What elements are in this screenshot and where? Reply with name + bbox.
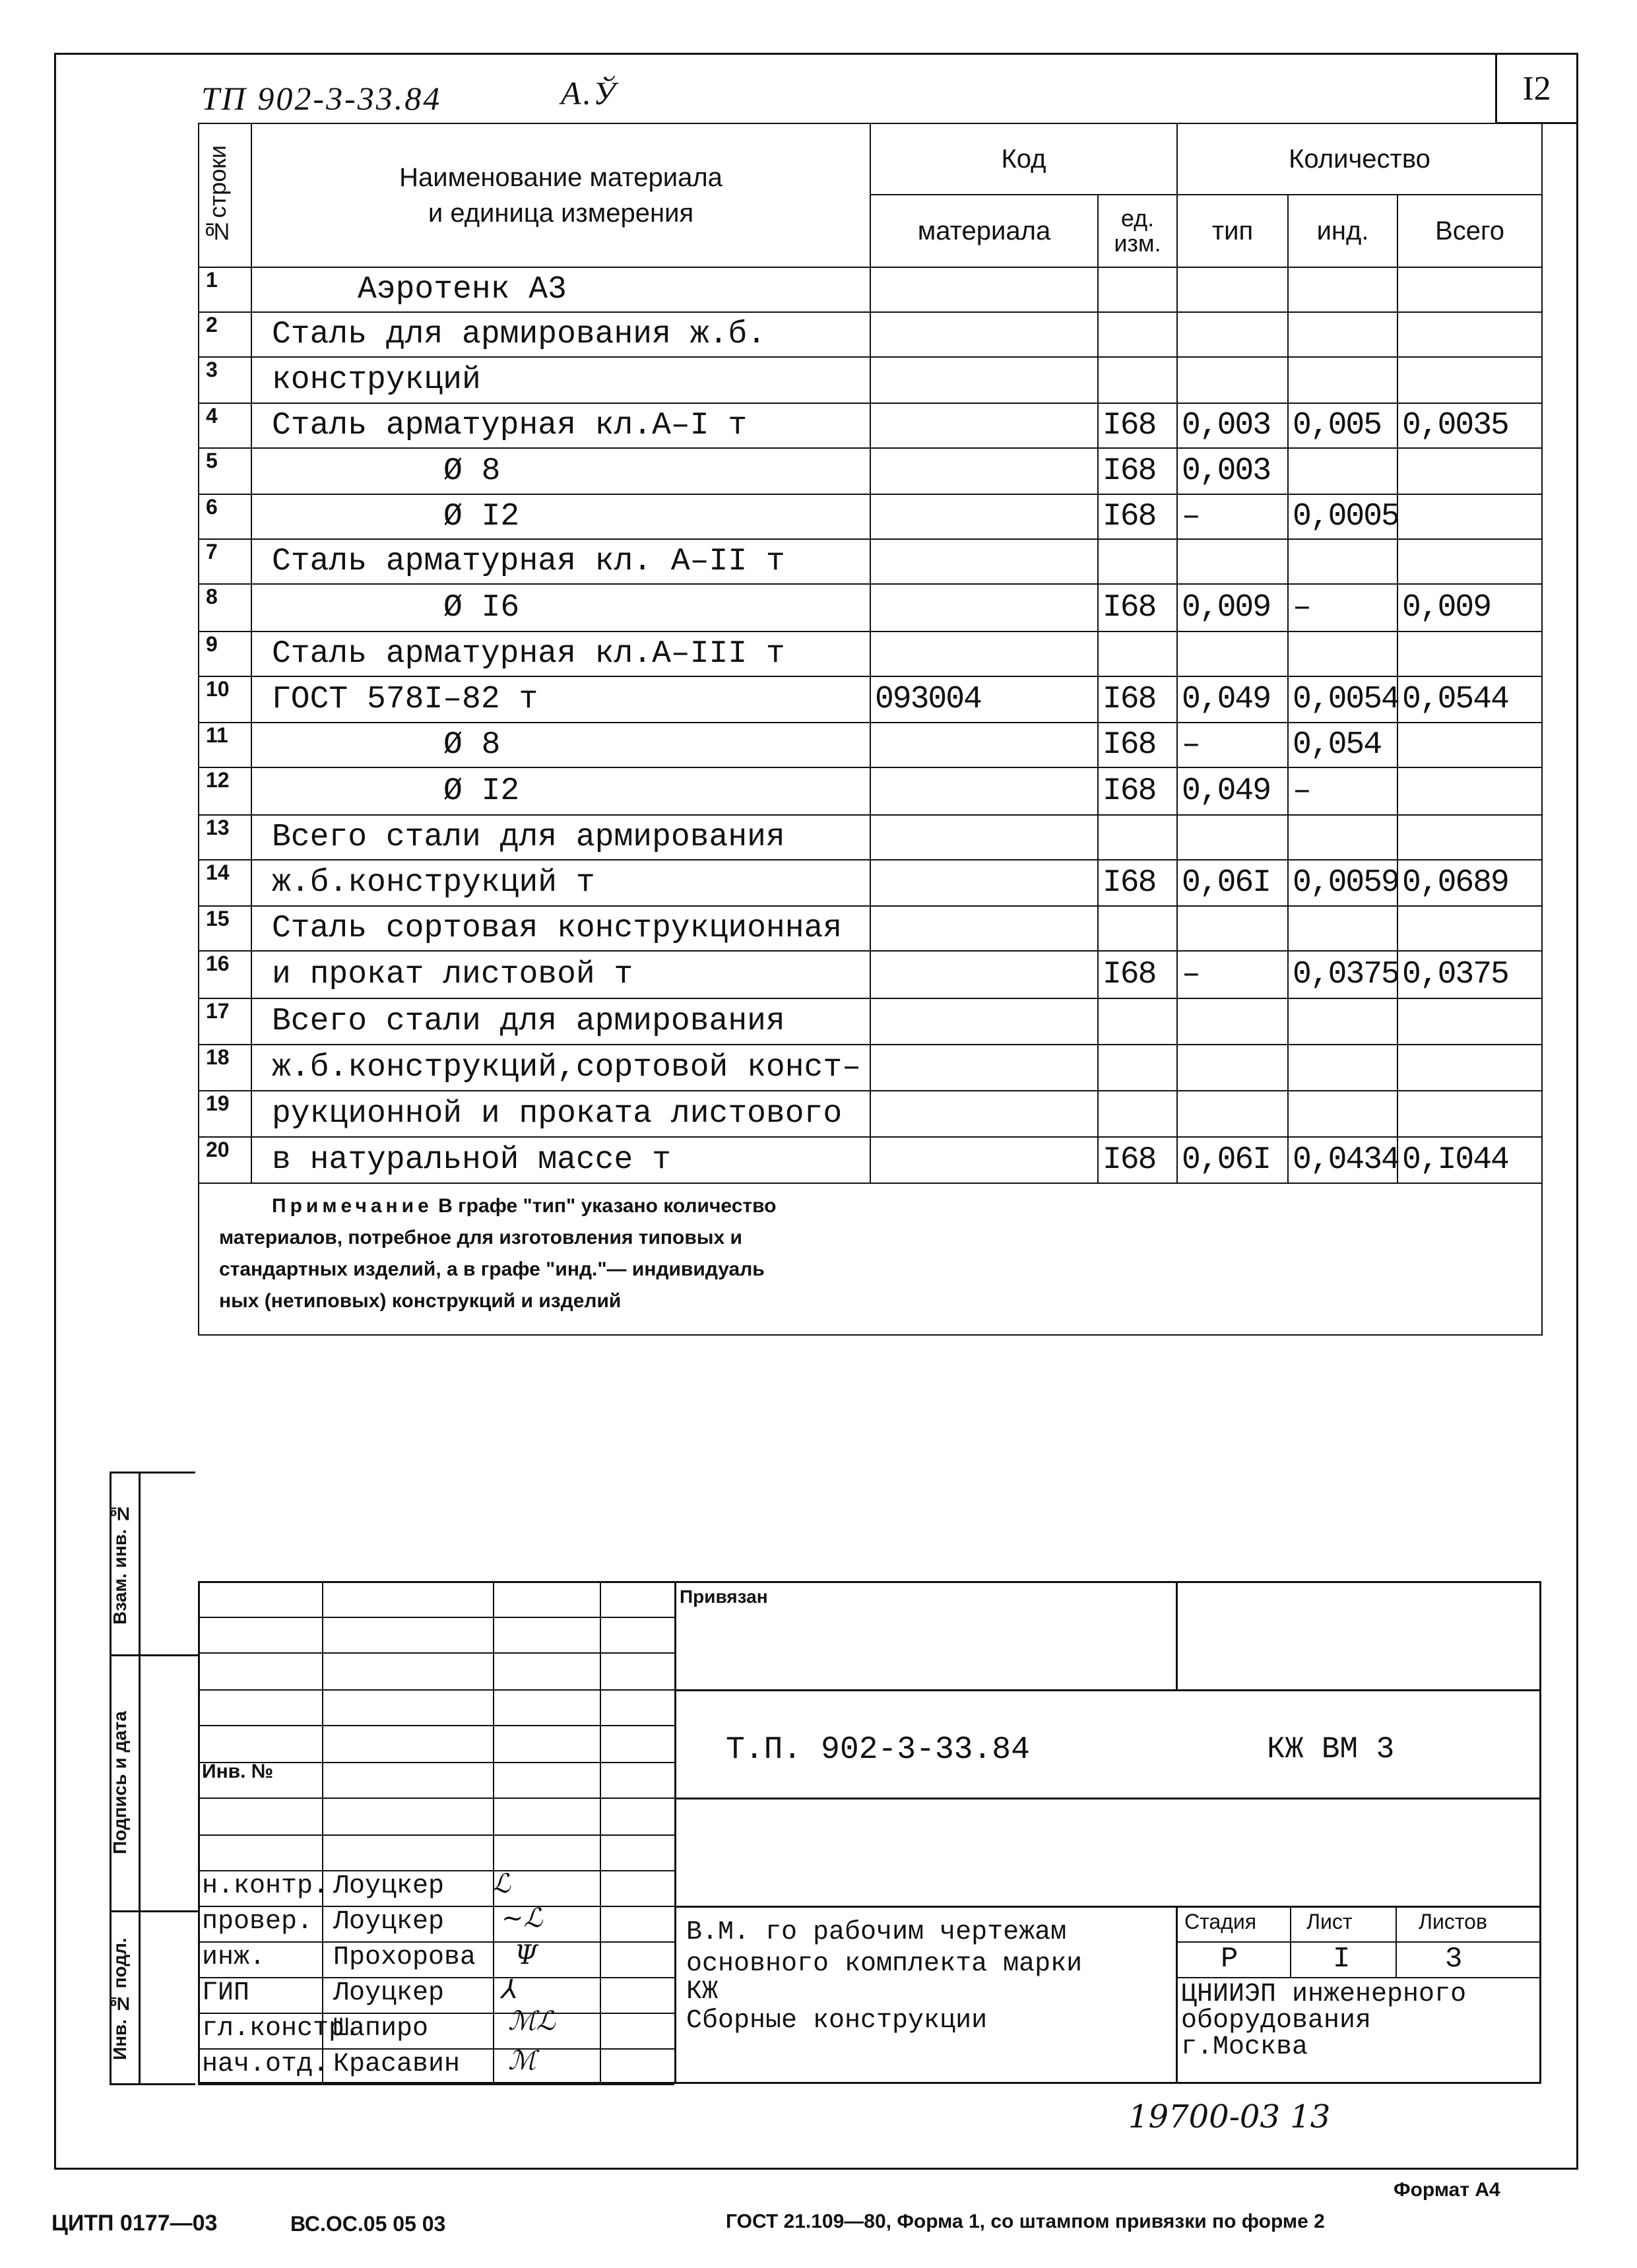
table-row bbox=[199, 815, 1542, 860]
stage-value: Р bbox=[1221, 1943, 1238, 1976]
qty-ind-cell bbox=[1288, 312, 1397, 357]
signer-role: н.контр. bbox=[202, 1871, 329, 1901]
doc-title-line: основного комплекта марки bbox=[686, 1949, 1083, 1979]
material-name-cell: Сталь арматурная кл.А–I т bbox=[251, 403, 870, 448]
material-code-cell bbox=[870, 1137, 1098, 1183]
signer-name: Лоуцкер bbox=[333, 1907, 445, 1937]
unit-code-cell bbox=[1098, 815, 1177, 860]
table-row bbox=[199, 584, 1542, 632]
qty-type-cell: 0,003 bbox=[1177, 403, 1288, 448]
material-code-cell bbox=[870, 1091, 1098, 1137]
doc-title-line: В.М. го рабочим чертежам bbox=[686, 1918, 1067, 1947]
row-number-cell: 15 bbox=[199, 906, 251, 951]
sheet-number: I2 bbox=[1495, 53, 1578, 124]
qty-type-cell bbox=[1177, 632, 1288, 676]
archive-code: 19700-03 13 bbox=[1128, 2098, 1331, 2135]
sheet-value: I bbox=[1333, 1943, 1351, 1976]
privyazan-label: Привязан bbox=[680, 1586, 768, 1607]
stage-label: Стадия bbox=[1184, 1910, 1257, 1933]
material-name-cell: конструкций bbox=[251, 357, 870, 403]
qty-ind-cell bbox=[1288, 357, 1397, 403]
unit-code-cell: I68 bbox=[1098, 676, 1177, 723]
table-row bbox=[199, 357, 1542, 403]
row-number-cell: 16 bbox=[199, 951, 251, 998]
unit-code-cell: I68 bbox=[1098, 767, 1177, 815]
material-spec-table bbox=[198, 123, 1543, 1336]
unit-code-cell: I68 bbox=[1098, 584, 1177, 632]
row-number-cell: 12 bbox=[199, 767, 251, 815]
material-name-cell: рукционной и проката листового bbox=[251, 1091, 870, 1137]
sheet-label: Лист bbox=[1306, 1910, 1353, 1933]
table-row bbox=[199, 267, 1542, 312]
unit-code-cell: I68 bbox=[1098, 860, 1177, 906]
table-row bbox=[199, 676, 1542, 723]
table-row bbox=[199, 998, 1542, 1045]
qty-ind-cell: 0,005 bbox=[1288, 403, 1397, 448]
qty-total-cell bbox=[1397, 448, 1542, 494]
row-number-cell: 13 bbox=[199, 815, 251, 860]
doc-mark: КЖ ВМ 3 bbox=[1267, 1732, 1395, 1766]
material-code-cell bbox=[870, 267, 1098, 312]
row-number-cell: 1 bbox=[199, 267, 251, 312]
org-line: г.Москва bbox=[1181, 2032, 1308, 2062]
row-number-cell: 20 bbox=[199, 1137, 251, 1183]
header-mark: А.Ў bbox=[561, 75, 618, 112]
qty-type-cell bbox=[1177, 357, 1288, 403]
qty-total-cell bbox=[1397, 494, 1542, 539]
qty-type-cell: 0,06I bbox=[1177, 1137, 1288, 1183]
qty-type-cell: 0,06I bbox=[1177, 860, 1288, 906]
material-code-cell bbox=[870, 448, 1098, 494]
qty-type-cell bbox=[1177, 1045, 1288, 1091]
footer-left: ЦИТП 0177—03 bbox=[51, 2211, 218, 2236]
qty-type-cell bbox=[1177, 1091, 1288, 1137]
row-number-cell: 5 bbox=[199, 448, 251, 494]
row-number-cell: 2 bbox=[199, 312, 251, 357]
qty-total-cell bbox=[1397, 1091, 1542, 1137]
qty-ind-cell bbox=[1288, 998, 1397, 1045]
qty-total-cell bbox=[1397, 767, 1542, 815]
table-row bbox=[199, 632, 1542, 676]
qty-type-cell: 0,003 bbox=[1177, 448, 1288, 494]
qty-ind-cell: 0,054 bbox=[1288, 723, 1397, 767]
material-name-cell: Сталь сортовая конструкционная bbox=[251, 906, 870, 951]
qty-total-cell bbox=[1397, 632, 1542, 676]
unit-code-cell: I68 bbox=[1098, 723, 1177, 767]
qty-total-cell bbox=[1397, 1045, 1542, 1091]
signature-mark: ℒ bbox=[492, 1869, 511, 1899]
qty-ind-cell bbox=[1288, 539, 1397, 584]
doc-code: Т.П. 902-3-33.84 bbox=[726, 1732, 1030, 1768]
row-number-cell: 10 bbox=[199, 676, 251, 723]
qty-type-cell bbox=[1177, 312, 1288, 357]
material-name-cell: Аэротенк А3 bbox=[251, 267, 870, 312]
signer-role: провер. bbox=[202, 1907, 313, 1937]
col-code-group: Код bbox=[870, 123, 1177, 195]
signer-name: Лоуцкер bbox=[333, 1978, 445, 2008]
qty-ind-cell bbox=[1288, 448, 1397, 494]
row-number-cell: 9 bbox=[199, 632, 251, 676]
unit-code-cell bbox=[1098, 1091, 1177, 1137]
qty-type-cell: 0,049 bbox=[1177, 676, 1288, 723]
material-name-cell: ж.б.конструкций т bbox=[251, 860, 870, 906]
qty-type-cell: – bbox=[1177, 723, 1288, 767]
unit-code-cell bbox=[1098, 539, 1177, 584]
signer-name: Шапиро bbox=[333, 2014, 429, 2044]
table-row bbox=[199, 539, 1542, 584]
table-row bbox=[199, 1045, 1542, 1091]
qty-ind-cell: – bbox=[1288, 767, 1397, 815]
material-code-cell bbox=[870, 767, 1098, 815]
signer-role: гл.констр. bbox=[202, 2014, 361, 2044]
footer-middle: ВС.ОС.05 05 03 bbox=[290, 2212, 446, 2236]
qty-ind-cell bbox=[1288, 1045, 1397, 1091]
qty-total-cell bbox=[1397, 267, 1542, 312]
side-label-signature: Подпись и дата bbox=[110, 1711, 130, 1855]
qty-ind-cell bbox=[1288, 906, 1397, 951]
qty-type-cell bbox=[1177, 998, 1288, 1045]
material-name-cell: Сталь для армирования ж.б. bbox=[251, 312, 870, 357]
col-ind: инд. bbox=[1288, 195, 1397, 267]
header-code: ТП 902-3-33.84 bbox=[201, 80, 442, 117]
unit-code-cell bbox=[1098, 998, 1177, 1045]
sheets-label: Листов bbox=[1419, 1910, 1487, 1933]
qty-total-cell: 0,0544 bbox=[1397, 676, 1542, 723]
qty-ind-cell bbox=[1288, 267, 1397, 312]
qty-ind-cell bbox=[1288, 815, 1397, 860]
row-number-cell: 6 bbox=[199, 494, 251, 539]
material-code-cell bbox=[870, 632, 1098, 676]
row-number-cell: 19 bbox=[199, 1091, 251, 1137]
note-text: Примечание В графе "тип" указано количество материалов, потребное для изготовления типовых и стандартных изделий, а в графе "инд."— индивидуаль ных (нетиповых) конструкций и изделий bbox=[219, 1195, 777, 1312]
col-unit: ед. изм. bbox=[1098, 195, 1177, 267]
signer-role: нач.отд. bbox=[202, 2050, 329, 2079]
col-type: тип bbox=[1177, 195, 1288, 267]
material-code-cell bbox=[870, 998, 1098, 1045]
doc-title-line: Сборные конструкции bbox=[686, 2006, 988, 2036]
row-number-cell: 3 bbox=[199, 357, 251, 403]
material-code-cell bbox=[870, 860, 1098, 906]
material-name-cell: ж.б.конструкций,сортовой конст– bbox=[251, 1045, 870, 1091]
signer-name: Лоуцкер bbox=[333, 1871, 445, 1901]
side-label-vzam: Взам. инв. № bbox=[110, 1503, 130, 1625]
side-label-inv: Инв. № подл. bbox=[110, 1937, 130, 2060]
org-line: оборудования bbox=[1181, 2006, 1372, 2036]
unit-code-cell bbox=[1098, 357, 1177, 403]
qty-ind-cell: 0,0375 bbox=[1288, 951, 1397, 998]
material-name-cell: Ø 8 bbox=[251, 723, 870, 767]
table-row bbox=[199, 860, 1542, 906]
qty-total-cell bbox=[1397, 815, 1542, 860]
material-code-cell bbox=[870, 403, 1098, 448]
row-number-cell: 14 bbox=[199, 860, 251, 906]
unit-code-cell bbox=[1098, 1045, 1177, 1091]
signer-name: Прохорова bbox=[333, 1943, 476, 1972]
note-cell bbox=[199, 1183, 1542, 1335]
qty-type-cell: 0,049 bbox=[1177, 767, 1288, 815]
col-total: Всего bbox=[1397, 195, 1542, 267]
material-code-cell bbox=[870, 951, 1098, 998]
format-label: Формат А4 bbox=[1394, 2179, 1500, 2201]
qty-total-cell bbox=[1397, 998, 1542, 1045]
col-qty-group: Количество bbox=[1177, 123, 1542, 195]
qty-type-cell bbox=[1177, 267, 1288, 312]
qty-ind-cell: 0,0059 bbox=[1288, 860, 1397, 906]
unit-code-cell bbox=[1098, 632, 1177, 676]
footer-right: ГОСТ 21.109—80, Форма 1, со штампом привязки по форме 2 bbox=[726, 2211, 1325, 2232]
table-row bbox=[199, 1137, 1542, 1183]
col-row-no: №строки bbox=[199, 123, 251, 267]
material-name-cell: Сталь арматурная кл.А–III т bbox=[251, 632, 870, 676]
unit-code-cell: I68 bbox=[1098, 951, 1177, 998]
material-name-cell: Всего стали для армирования bbox=[251, 998, 870, 1045]
unit-code-cell: I68 bbox=[1098, 1137, 1177, 1183]
row-number-cell: 8 bbox=[199, 584, 251, 632]
qty-ind-cell: 0,0054 bbox=[1288, 676, 1397, 723]
signer-role: ГИП bbox=[202, 1978, 250, 2008]
row-number-cell: 4 bbox=[199, 403, 251, 448]
material-code-cell: 093004 bbox=[870, 676, 1098, 723]
signature-mark: ℳℒ bbox=[508, 2006, 556, 2036]
qty-total-cell: 0,0035 bbox=[1397, 403, 1542, 448]
qty-ind-cell: 0,0005 bbox=[1288, 494, 1397, 539]
unit-code-cell: I68 bbox=[1098, 403, 1177, 448]
qty-total-cell: 0,0689 bbox=[1397, 860, 1542, 906]
material-name-cell: Ø 8 bbox=[251, 448, 870, 494]
row-number-cell: 11 bbox=[199, 723, 251, 767]
table-row bbox=[199, 403, 1542, 448]
qty-type-cell bbox=[1177, 815, 1288, 860]
material-code-cell bbox=[870, 1045, 1098, 1091]
material-name-cell: Сталь арматурная кл. А–II т bbox=[251, 539, 870, 584]
material-code-cell bbox=[870, 494, 1098, 539]
unit-code-cell bbox=[1098, 906, 1177, 951]
qty-ind-cell: 0,0434 bbox=[1288, 1137, 1397, 1183]
qty-total-cell: 0,009 bbox=[1397, 584, 1542, 632]
qty-type-cell: 0,009 bbox=[1177, 584, 1288, 632]
material-code-cell bbox=[870, 357, 1098, 403]
col-name: Наименование материала и единица измерения bbox=[251, 123, 870, 267]
material-code-cell bbox=[870, 539, 1098, 584]
material-name-cell: Всего стали для армирования bbox=[251, 815, 870, 860]
doc-title-line: КЖ bbox=[686, 1977, 719, 2007]
table-row bbox=[199, 767, 1542, 815]
qty-total-cell bbox=[1397, 357, 1542, 403]
qty-total-cell bbox=[1397, 723, 1542, 767]
signature-mark: Ψ bbox=[515, 1940, 538, 1970]
material-code-cell bbox=[870, 723, 1098, 767]
org-line: ЦНИИЭП инженерного bbox=[1181, 1980, 1467, 2009]
material-name-cell: и прокат листовой т bbox=[251, 951, 870, 998]
qty-type-cell bbox=[1177, 906, 1288, 951]
qty-total-cell: 0,0375 bbox=[1397, 951, 1542, 998]
qty-total-cell bbox=[1397, 312, 1542, 357]
material-code-cell bbox=[870, 584, 1098, 632]
table-row bbox=[199, 906, 1542, 951]
material-name-cell: Ø I2 bbox=[251, 494, 870, 539]
signature-mark: ~ℒ bbox=[501, 1903, 543, 1933]
row-number-cell: 17 bbox=[199, 998, 251, 1045]
unit-code-cell bbox=[1098, 312, 1177, 357]
qty-type-cell: – bbox=[1177, 951, 1288, 998]
signer-name: Красавин bbox=[333, 2050, 461, 2079]
row-number-cell: 18 bbox=[199, 1045, 251, 1091]
col-code-material: материала bbox=[870, 195, 1098, 267]
material-name-cell: в натуральной массе т bbox=[251, 1137, 870, 1183]
qty-total-cell bbox=[1397, 906, 1542, 951]
table-row bbox=[199, 723, 1542, 767]
sheets-value: 3 bbox=[1445, 1943, 1463, 1976]
table-row bbox=[199, 1091, 1542, 1137]
signer-role: инж. bbox=[202, 1943, 266, 1972]
unit-code-cell bbox=[1098, 267, 1177, 312]
material-name-cell: Ø I6 bbox=[251, 584, 870, 632]
signature-mark: ℳ bbox=[508, 2046, 536, 2076]
qty-ind-cell: – bbox=[1288, 584, 1397, 632]
table-row bbox=[199, 951, 1542, 998]
qty-total-cell bbox=[1397, 539, 1542, 584]
table-row bbox=[199, 448, 1542, 494]
table-row bbox=[199, 494, 1542, 539]
signature-mark: ⅄ bbox=[501, 1974, 518, 2005]
qty-type-cell bbox=[1177, 539, 1288, 584]
qty-ind-cell bbox=[1288, 1091, 1397, 1137]
material-code-cell bbox=[870, 815, 1098, 860]
inv-no-label: Инв. № bbox=[202, 1761, 274, 1782]
qty-type-cell: – bbox=[1177, 494, 1288, 539]
row-number-cell: 7 bbox=[199, 539, 251, 584]
qty-total-cell: 0,I044 bbox=[1397, 1137, 1542, 1183]
material-code-cell bbox=[870, 312, 1098, 357]
material-name-cell: Ø I2 bbox=[251, 767, 870, 815]
unit-code-cell: I68 bbox=[1098, 494, 1177, 539]
qty-ind-cell bbox=[1288, 632, 1397, 676]
unit-code-cell: I68 bbox=[1098, 448, 1177, 494]
material-name-cell: ГОСТ 578I–82 т bbox=[251, 676, 870, 723]
table-row bbox=[199, 312, 1542, 357]
material-code-cell bbox=[870, 906, 1098, 951]
